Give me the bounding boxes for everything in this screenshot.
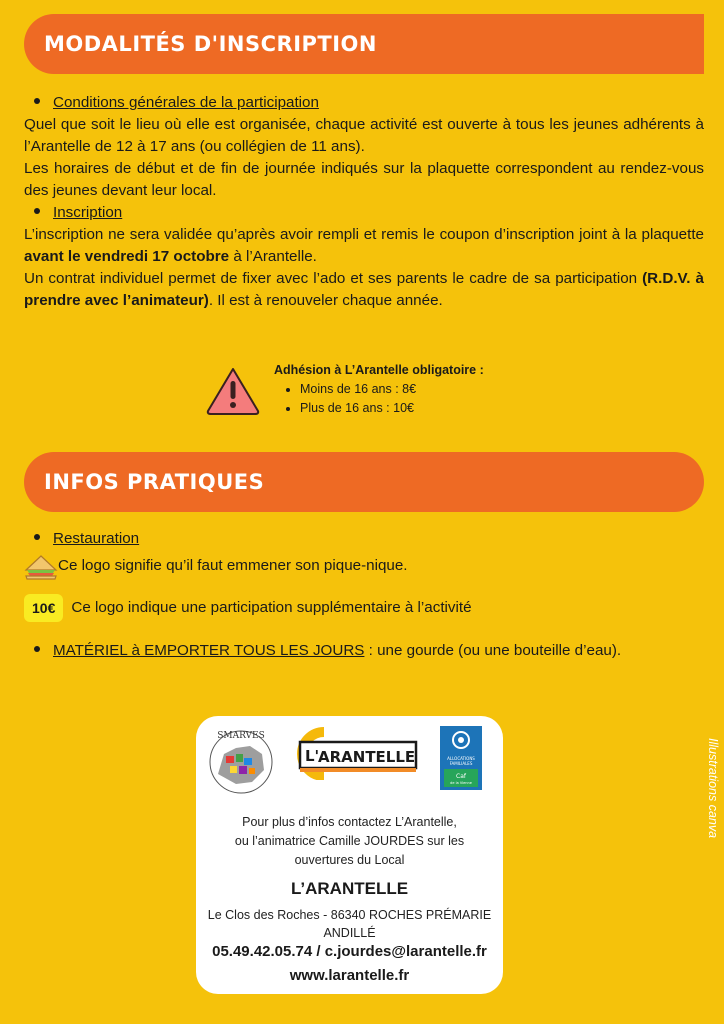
caf-line-1: ALLOCATIONS	[447, 756, 475, 761]
inscription-rdv: (R.D.V. à prendre avec l’animateur)	[24, 270, 704, 309]
inscription-paragraph-1	[24, 224, 704, 268]
caf-logo	[440, 726, 482, 790]
materiel-heading: MATÉRIEL à EMPORTER TOUS LES JOURS	[53, 642, 365, 659]
materiel-text: : une gourde (ou une bouteille d’eau).	[364, 642, 622, 659]
inscription-p1-text: L’inscription ne sera validée qu’après avoir rempli et remis le coupon d’inscription joint à la plaquette	[24, 226, 704, 243]
caf-line-4: de la Vienne	[450, 781, 472, 785]
contact-line-1: Pour plus d’infos contactez L’Arantelle,	[242, 815, 457, 829]
conditions-heading: Conditions générales de la participation	[53, 94, 319, 111]
bullet-dot	[34, 534, 40, 540]
address-line-2: ANDILLÉ	[323, 926, 376, 940]
inscription-paragraph-2	[24, 268, 704, 312]
section-banner-inscription	[24, 14, 704, 74]
infos-section	[24, 528, 704, 662]
warning-icon	[204, 365, 262, 422]
inscription-heading-item	[24, 202, 704, 224]
section-title-infos: INFOS PRATIQUES	[44, 470, 265, 494]
contact-line-2: ou l’animatrice Camille JOURDES sur les	[234, 834, 465, 848]
conditions-heading-item	[24, 92, 704, 114]
conditions-paragraph-1: Quel que soit le lieu où elle est organisée, chaque activité est ouverte à tous les jeunes adhérents à l’Arantelle de 12 à 17 ans (ou collégien de 11 ans).	[24, 116, 704, 155]
phone-email[interactable]: 05.49.42.05.74 / c.jourdes@larantelle.fr	[212, 943, 487, 960]
contact-card	[196, 716, 503, 994]
arantelle-logo	[294, 726, 422, 785]
section-banner-infos	[24, 452, 704, 512]
website-link[interactable]: www.larantelle.fr	[289, 967, 410, 984]
contact-line-3: ouvertures du Local	[294, 853, 405, 867]
restauration-heading-item	[24, 528, 704, 550]
inscription-p2-end: . Il est à renouveler chaque année.	[208, 292, 443, 309]
address	[196, 906, 503, 942]
adhesion-item: • Plus de 16 ans : 10€	[300, 399, 484, 418]
conditions-paragraph-2: Les horaires de début et de fin de journée indiqués sur la plaquette correspondent au rendez-vous des jeunes devant leur local.	[24, 160, 704, 199]
address-line-1: Le Clos des Roches - 86340 ROCHES PRÉMARIE	[207, 908, 492, 922]
materiel-item	[24, 640, 704, 662]
smarves-logo	[206, 724, 276, 801]
inscription-section	[24, 92, 704, 312]
inscription-deadline: avant le vendredi 17 octobre	[24, 248, 230, 265]
caf-line-2: FAMILIALES	[449, 761, 473, 766]
restauration-heading: Restauration	[53, 530, 140, 547]
sandwich-text: Ce logo signifie qu’il faut emmener son pique-nique.	[58, 557, 408, 574]
bullet-dot	[34, 98, 40, 104]
arantelle-logo-text: ARANTELLE	[318, 748, 416, 766]
bullet-dot	[34, 208, 40, 214]
org-name: L’ARANTELLE	[290, 879, 409, 898]
inscription-p1-end: à l’Arantelle.	[229, 248, 317, 265]
adhesion-list	[274, 380, 484, 418]
price-badge: 10€	[24, 594, 63, 622]
inscription-heading: Inscription	[53, 204, 123, 221]
section-title-inscription: MODALITÉS D'INSCRIPTION	[44, 32, 377, 56]
adhesion-item: • Moins de 16 ans : 8€	[300, 380, 484, 399]
caf-line-3: Caf	[456, 773, 466, 780]
adhesion-title: Adhésion à L’Arantelle obligatoire :	[274, 363, 484, 377]
inscription-p2-text: Un contrat individuel permet de fixer avec l’ado et ses parents le cadre de sa participation	[24, 270, 643, 287]
illustrations-credit: Illustrations canva	[706, 738, 720, 839]
contact-text	[196, 813, 503, 870]
sandwich-icon	[24, 552, 58, 580]
smarves-logo-text: SMARVES	[217, 731, 265, 741]
arantelle-logo-prefix: L'	[305, 747, 320, 765]
adhesion-block	[274, 361, 484, 418]
price-text: Ce logo indique une participation supplémentaire à l’activité	[71, 599, 472, 616]
bullet-dot	[34, 646, 40, 652]
price-row	[24, 594, 704, 622]
sandwich-row	[24, 552, 704, 580]
